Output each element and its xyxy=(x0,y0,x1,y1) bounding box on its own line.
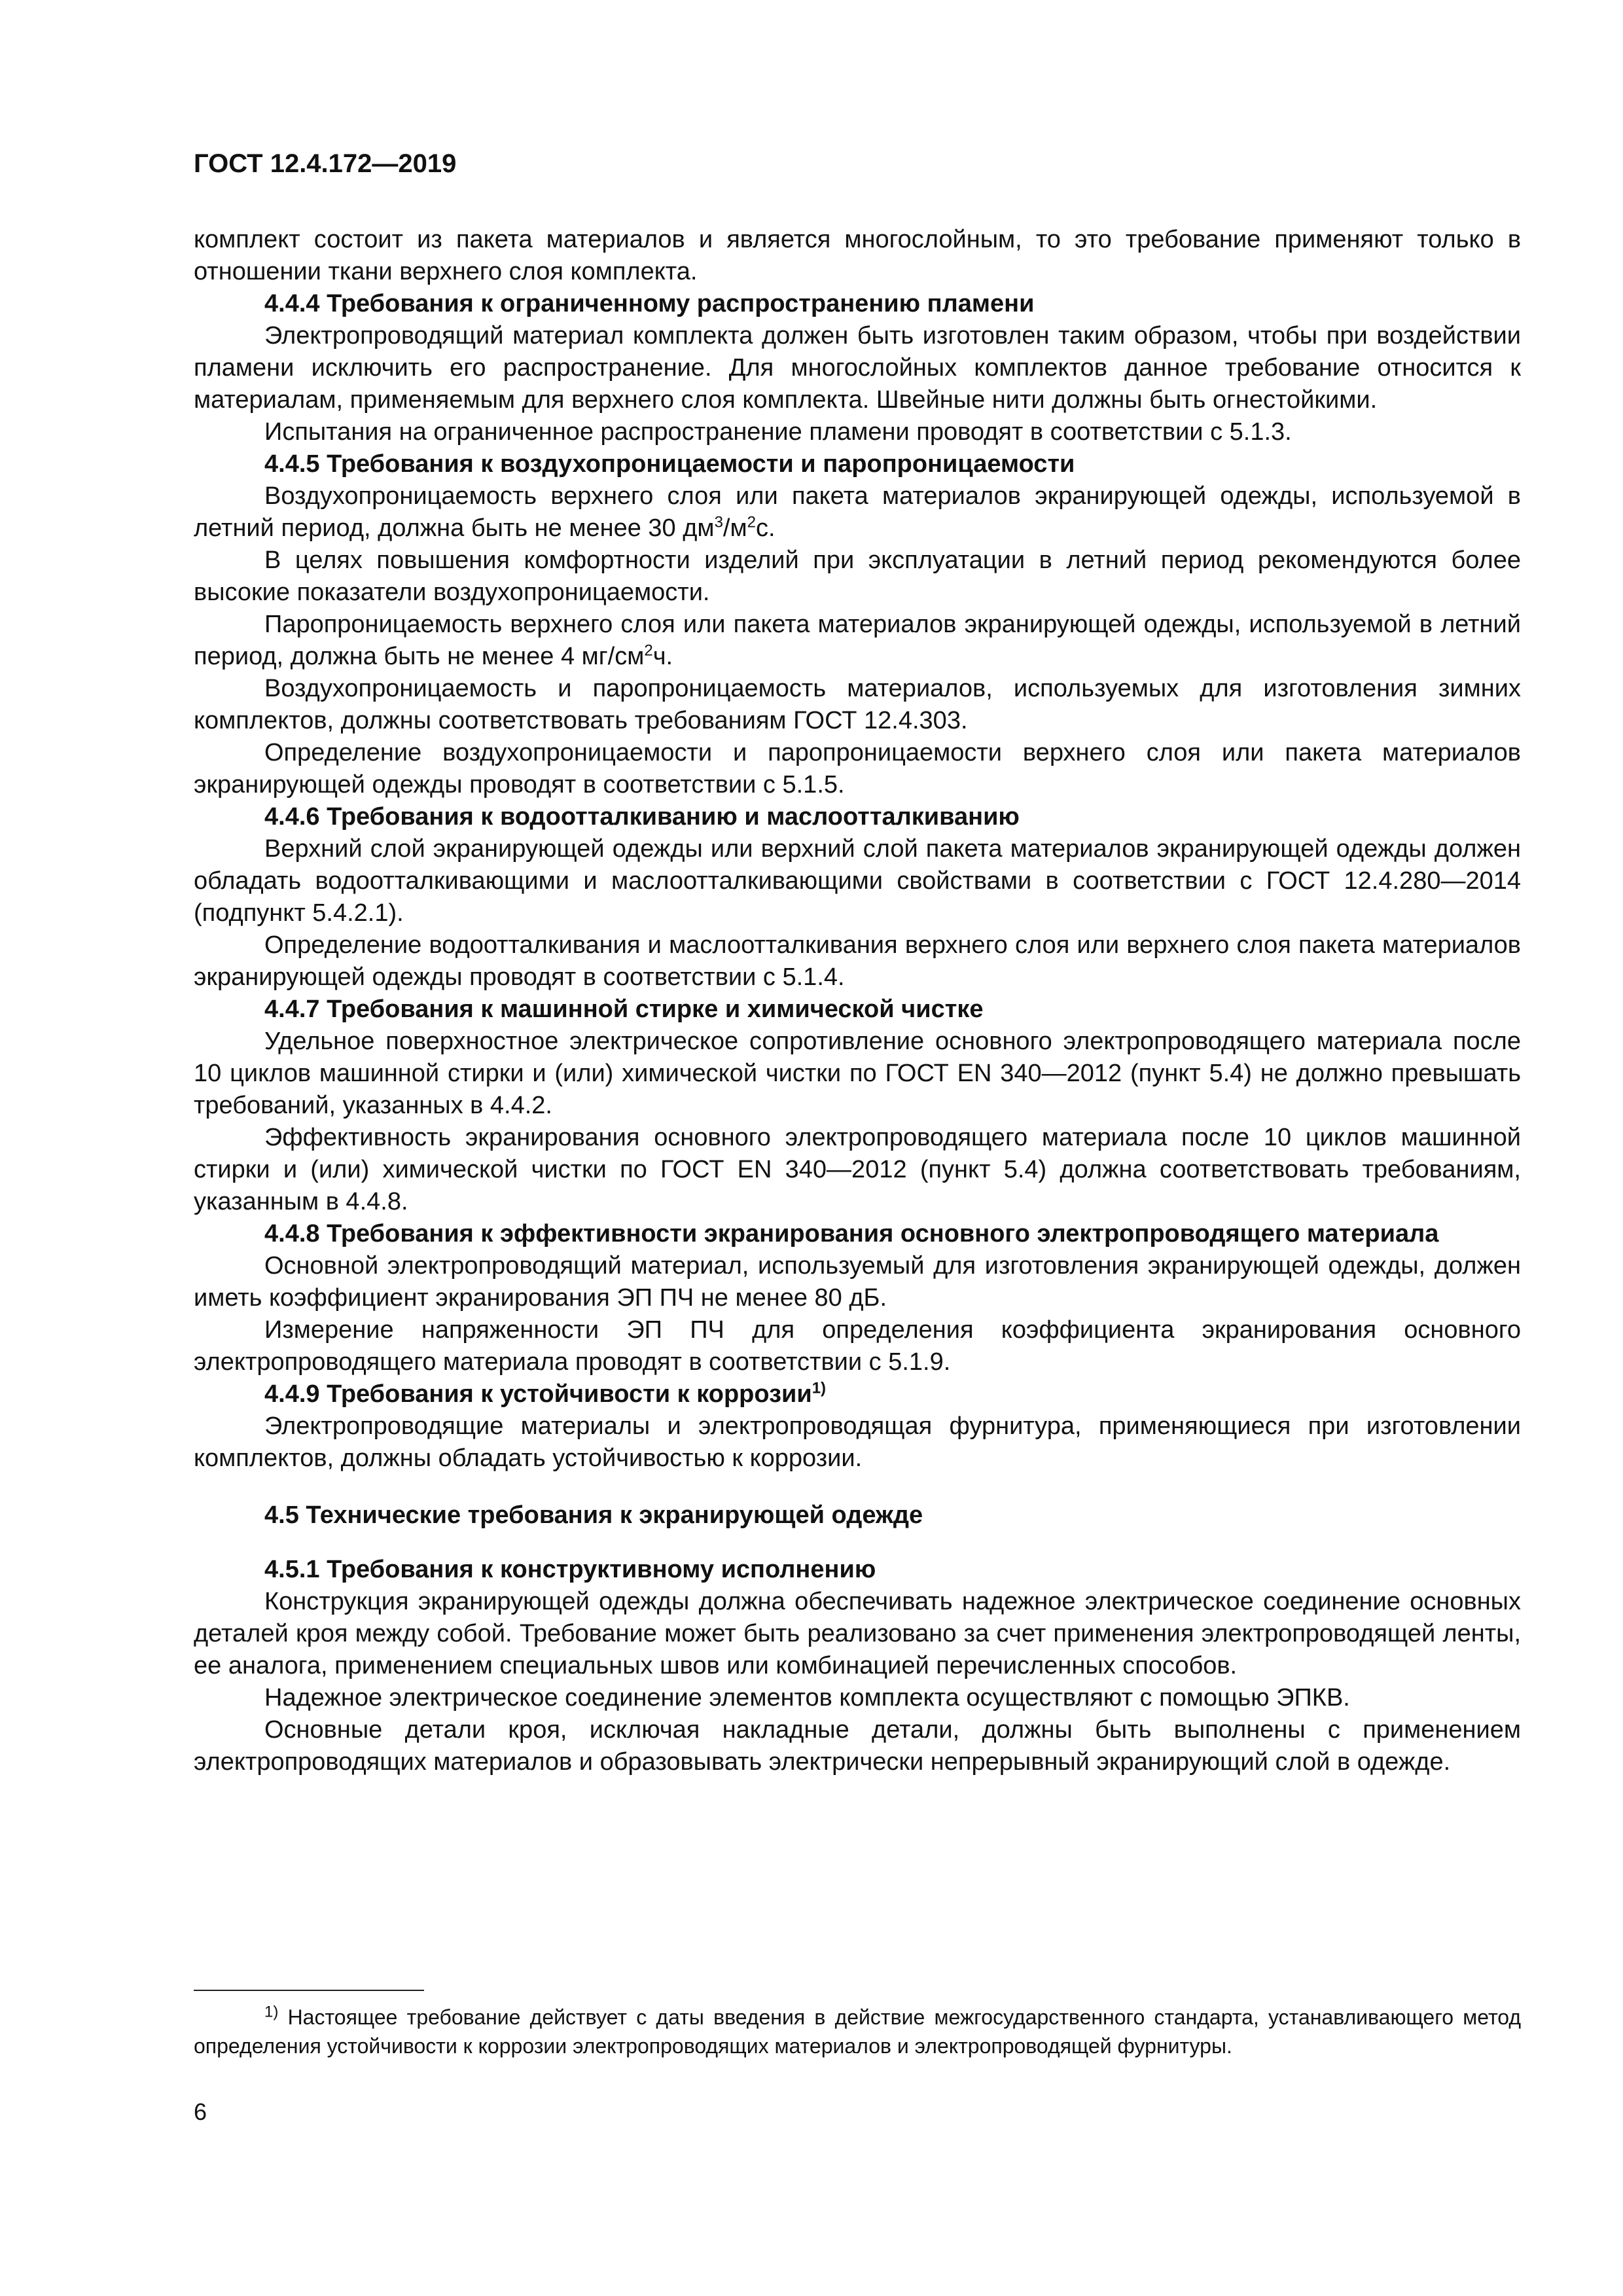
paragraph: Электропроводящий материал комплекта должен быть изготовлен таким образом, чтобы при воздействии пламени исключить его распространение. Для многослойных комплектов данное требование относится к материалам, применяемым для верхнего слоя комплекта. Швейные нити должны быть огнестойкими. xyxy=(194,322,1521,414)
paragraph: В целях повышения комфортности изделий при эксплуатации в летний период рекомендуются более высокие показатели воздухопроницаемости. xyxy=(194,547,1521,606)
superscript: 2 xyxy=(747,513,756,531)
heading-text: 4.4.9 Требования к устойчивости к коррозии xyxy=(264,1380,812,1408)
paragraph xyxy=(194,609,1521,673)
paragraph: Воздухопроницаемость и паропроницаемость материалов, используемых для изготовления зимних комплектов, должны соответствовать требованиям ГОСТ 12.4.303. xyxy=(194,675,1521,734)
page-number: 6 xyxy=(194,2098,207,2125)
text-run: /м xyxy=(722,514,747,542)
text-run: Паропроницаемость верхнего слоя или пакета материалов экранирующей одежды, используемой в летний период, должна быть не менее 4 мг/см xyxy=(194,611,1521,670)
paragraph: Верхний слой экранирующей одежды или верхний слой пакета материалов экранирующей одежды должен обладать водоотталкивающими и маслоотталкивающими свойствами в соответствии с ГОСТ 12.4.280—2014 (подпункт 5.4.2.1). xyxy=(194,835,1521,927)
footnote-text: Настоящее требование действует с даты введения в действие межгосударственного стандарта, устанавливающего метод определения устойчивости к коррозии электропроводящих материалов и электропроводящей фурнитуры. xyxy=(194,2005,1522,2058)
paragraph: Испытания на ограниченное распространение пламени проводят в соответствии с 5.1.3. xyxy=(264,418,1292,446)
document-header: ГОСТ 12.4.172—2019 xyxy=(194,149,457,178)
section-heading: 4.5.1 Требования к конструктивному исполнению xyxy=(264,1556,876,1583)
document-body xyxy=(194,224,1521,1778)
text-run: с. xyxy=(755,514,776,542)
superscript: 2 xyxy=(644,641,653,660)
footnote-marker: 1) xyxy=(264,2003,279,2021)
section-heading: 4.4.6 Требования к водоотталкиванию и маслоотталкиванию xyxy=(264,803,1020,831)
paragraph: Конструкция экранирующей одежды должна обеспечивать надежное электрическое соединение основных деталей кроя между собой. Требование может быть реализовано за счет применения электропроводящей ленты, ее аналога, применением специальных швов или комбинацией перечисленных способов. xyxy=(194,1588,1521,1679)
paragraph: Основные детали кроя, исключая накладные детали, должны быть выполнены с применением электропроводящих материалов и образовывать электрически непрерывный экранирующий слой в одежде. xyxy=(194,1716,1521,1776)
footnote xyxy=(194,2003,1521,2060)
footnote-divider xyxy=(194,1990,424,1991)
paragraph: Измерение напряженности ЭП ПЧ для определения коэффициента экранирования основного электропроводящего материала проводят в соответствии с 5.1.9. xyxy=(194,1316,1521,1376)
paragraph: Надежное электрическое соединение элементов комплекта осуществляют с помощью ЭПКВ. xyxy=(264,1684,1350,1712)
document-page xyxy=(194,0,1521,2296)
section-heading: 4.4.5 Требования к воздухопроницаемости и паропроницаемости xyxy=(264,450,1075,478)
text-run: Воздухопроницаемость верхнего слоя или пакета материалов экранирующей одежды, используемой в летний период, должна быть не менее 30 дм xyxy=(194,482,1521,542)
section-heading: 4.4.7 Требования к машинной стирке и химической чистке xyxy=(264,996,984,1023)
paragraph xyxy=(194,480,1521,545)
paragraph: Удельное поверхностное электрическое сопротивление основного электропроводящего материала после 10 циклов машинной стирки и (или) химической чистки по ГОСТ EN 340—2012 (пункт 5.4) не должно превышать требований, указанных в 4.4.2. xyxy=(194,1028,1521,1119)
section-heading xyxy=(194,1378,1521,1410)
footnote-ref[interactable]: 1) xyxy=(812,1379,827,1397)
superscript: 3 xyxy=(714,513,723,531)
paragraph: Определение воздухопроницаемости и паропроницаемости верхнего слоя или пакета материалов экранирующей одежды проводят в соответствии с 5.1.5. xyxy=(194,739,1521,798)
section-heading: 4.5 Технические требования к экранирующей одежде xyxy=(264,1501,923,1529)
text-run: ч. xyxy=(652,643,673,670)
paragraph: Основной электропроводящий материал, используемый для изготовления экранирующей одежды, должен иметь коэффициент экранирования ЭП ПЧ не менее 80 дБ. xyxy=(194,1252,1521,1312)
paragraph: Определение водоотталкивания и маслоотталкивания верхнего слоя или верхнего слоя пакета материалов экранирующей одежды проводят в соответствии с 5.1.4. xyxy=(194,931,1521,991)
section-heading: 4.4.4 Требования к ограниченному распространению пламени xyxy=(264,290,1035,317)
section-heading: 4.4.8 Требования к эффективности экранирования основного электропроводящего материала xyxy=(264,1220,1439,1247)
paragraph: Эффективность экранирования основного электропроводящего материала после 10 циклов машинной стирки и (или) химической чистки по ГОСТ EN 340—2012 (пункт 5.4) должна соответствовать требованиям, указанным в 4.4.8. xyxy=(194,1124,1521,1215)
paragraph: Электропроводящие материалы и электропроводящая фурнитура, применяющиеся при изготовлении комплектов, должны обладать устойчивостью к коррозии. xyxy=(194,1412,1521,1472)
paragraph: комплект состоит из пакета материалов и является многослойным, то это требование применяют только в отношении ткани верхнего слоя комплекта. xyxy=(194,226,1521,285)
